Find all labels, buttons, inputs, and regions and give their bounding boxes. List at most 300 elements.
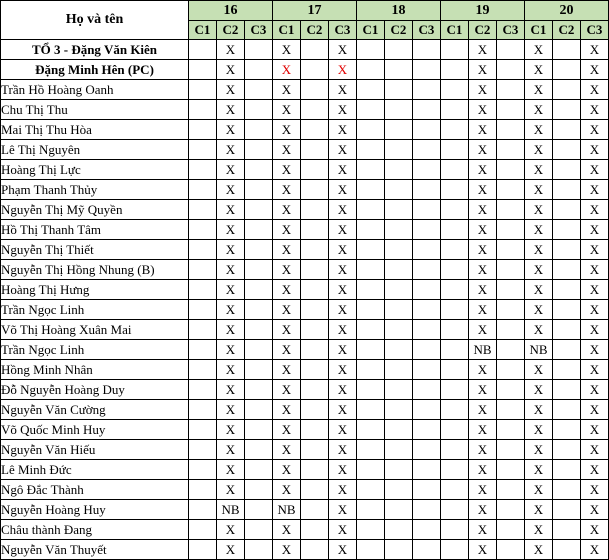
- shift-cell: [357, 240, 385, 260]
- shift-cell: [441, 280, 469, 300]
- shift-cell: X: [273, 260, 301, 280]
- shift-cell: X: [217, 440, 245, 460]
- shift-cell: X: [217, 320, 245, 340]
- shift-cell: [553, 180, 581, 200]
- shift-cell: X: [581, 180, 609, 200]
- shift-header: C2: [217, 21, 245, 40]
- shift-cell: [441, 200, 469, 220]
- shift-cell: [553, 220, 581, 240]
- shift-cell: [357, 40, 385, 60]
- shift-cell: [245, 360, 273, 380]
- shift-cell: X: [525, 300, 553, 320]
- shift-cell: [385, 520, 413, 540]
- shift-cell: [301, 520, 329, 540]
- table-row: [1, 280, 609, 300]
- shift-cell: [245, 500, 273, 520]
- shift-cell: [189, 380, 217, 400]
- shift-cell: X: [525, 60, 553, 80]
- shift-cell: [301, 340, 329, 360]
- person-name-cell: Nguyễn Thị Thiết: [1, 240, 189, 260]
- shift-cell: X: [581, 80, 609, 100]
- shift-cell: X: [217, 540, 245, 560]
- shift-cell: X: [273, 60, 301, 80]
- shift-cell: X: [217, 360, 245, 380]
- table-row: [1, 80, 609, 100]
- shift-cell: X: [525, 180, 553, 200]
- shift-cell: X: [329, 40, 357, 60]
- shift-cell: X: [329, 300, 357, 320]
- shift-cell: [413, 160, 441, 180]
- shift-cell: X: [273, 140, 301, 160]
- shift-header: C3: [329, 21, 357, 40]
- shift-cell: [553, 500, 581, 520]
- day-header: 20: [525, 1, 609, 21]
- shift-cell: [385, 320, 413, 340]
- shift-cell: [357, 100, 385, 120]
- shift-cell: [385, 380, 413, 400]
- shift-cell: [245, 300, 273, 320]
- shift-cell: [385, 500, 413, 520]
- shift-cell: [385, 540, 413, 560]
- shift-cell: [497, 40, 525, 60]
- shift-cell: [189, 340, 217, 360]
- shift-cell: [385, 220, 413, 240]
- shift-cell: X: [329, 420, 357, 440]
- shift-cell: X: [273, 120, 301, 140]
- shift-cell: [553, 300, 581, 320]
- shift-cell: X: [581, 120, 609, 140]
- shift-cell: X: [525, 440, 553, 460]
- table-body: [1, 40, 609, 560]
- shift-cell: X: [217, 140, 245, 160]
- shift-cell: X: [329, 160, 357, 180]
- shift-cell: X: [273, 540, 301, 560]
- shift-cell: X: [525, 220, 553, 240]
- shift-cell: [441, 120, 469, 140]
- shift-cell: X: [469, 200, 497, 220]
- person-name-cell: Châu thành Đang: [1, 520, 189, 540]
- shift-cell: [553, 420, 581, 440]
- shift-cell: [189, 440, 217, 460]
- table-row: [1, 180, 609, 200]
- shift-cell: [413, 500, 441, 520]
- shift-cell: [357, 440, 385, 460]
- shift-cell: [301, 440, 329, 460]
- day-header: 17: [273, 1, 357, 21]
- shift-cell: [413, 100, 441, 120]
- shift-cell: [189, 200, 217, 220]
- shift-cell: [553, 80, 581, 100]
- shift-cell: [385, 60, 413, 80]
- shift-cell: X: [273, 180, 301, 200]
- shift-cell: [357, 360, 385, 380]
- shift-cell: [357, 260, 385, 280]
- table-row: [1, 140, 609, 160]
- shift-cell: X: [581, 220, 609, 240]
- shift-cell: X: [581, 60, 609, 80]
- shift-cell: X: [469, 300, 497, 320]
- person-name-cell: Chu Thị Thu: [1, 100, 189, 120]
- shift-cell: X: [217, 180, 245, 200]
- shift-cell: [553, 540, 581, 560]
- shift-cell: [385, 120, 413, 140]
- shift-cell: X: [525, 120, 553, 140]
- shift-cell: [385, 280, 413, 300]
- shift-cell: X: [525, 420, 553, 440]
- shift-cell: [553, 320, 581, 340]
- shift-cell: X: [525, 140, 553, 160]
- shift-cell: [385, 160, 413, 180]
- shift-cell: X: [469, 380, 497, 400]
- shift-header: C2: [553, 21, 581, 40]
- shift-cell: X: [469, 40, 497, 60]
- shift-cell: [245, 280, 273, 300]
- shift-cell: [413, 460, 441, 480]
- shift-cell: [189, 260, 217, 280]
- shift-cell: [385, 240, 413, 260]
- shift-cell: [385, 480, 413, 500]
- shift-cell: X: [581, 300, 609, 320]
- shift-cell: [553, 120, 581, 140]
- shift-cell: X: [329, 60, 357, 80]
- shift-cell: X: [329, 280, 357, 300]
- day-header: 18: [357, 1, 441, 21]
- shift-cell: [357, 420, 385, 440]
- shift-cell: [301, 40, 329, 60]
- shift-cell: X: [525, 160, 553, 180]
- shift-cell: [413, 380, 441, 400]
- shift-cell: X: [469, 460, 497, 480]
- shift-cell: [497, 540, 525, 560]
- shift-cell: [301, 200, 329, 220]
- shift-cell: X: [329, 340, 357, 360]
- shift-cell: [413, 420, 441, 440]
- shift-header: C3: [413, 21, 441, 40]
- shift-header: C1: [525, 21, 553, 40]
- shift-cell: [413, 280, 441, 300]
- shift-cell: [553, 160, 581, 180]
- shift-cell: [441, 440, 469, 460]
- person-name-cell: Lê Thị Nguyên: [1, 140, 189, 160]
- shift-cell: [301, 140, 329, 160]
- shift-cell: [553, 240, 581, 260]
- shift-cell: [441, 420, 469, 440]
- shift-cell: [301, 260, 329, 280]
- shift-header: C1: [357, 21, 385, 40]
- shift-cell: [441, 260, 469, 280]
- shift-cell: [357, 480, 385, 500]
- shift-cell: X: [273, 240, 301, 260]
- shift-cell: X: [581, 200, 609, 220]
- shift-cell: [245, 400, 273, 420]
- shift-cell: [413, 200, 441, 220]
- shift-cell: [301, 480, 329, 500]
- shift-cell: X: [329, 480, 357, 500]
- shift-cell: [441, 480, 469, 500]
- shift-cell: [245, 240, 273, 260]
- shift-cell: X: [581, 400, 609, 420]
- shift-cell: [413, 320, 441, 340]
- shift-cell: [301, 460, 329, 480]
- shift-cell: [301, 320, 329, 340]
- shift-cell: X: [329, 200, 357, 220]
- shift-cell: [357, 320, 385, 340]
- shift-cell: [413, 40, 441, 60]
- shift-cell: X: [217, 60, 245, 80]
- shift-cell: [497, 520, 525, 540]
- shift-cell: [301, 240, 329, 260]
- shift-cell: [245, 440, 273, 460]
- shift-cell: [413, 60, 441, 80]
- shift-cell: [497, 440, 525, 460]
- shift-cell: [357, 380, 385, 400]
- shift-cell: [357, 400, 385, 420]
- shift-cell: [189, 320, 217, 340]
- shift-cell: [245, 80, 273, 100]
- shift-cell: [189, 460, 217, 480]
- shift-header: C2: [385, 21, 413, 40]
- shift-cell: X: [273, 280, 301, 300]
- shift-cell: X: [329, 120, 357, 140]
- shift-cell: [301, 380, 329, 400]
- shift-cell: X: [469, 420, 497, 440]
- person-name-cell: Ngô Đắc Thành: [1, 480, 189, 500]
- shift-cell: X: [329, 540, 357, 560]
- shift-cell: [413, 120, 441, 140]
- shift-cell: [357, 460, 385, 480]
- shift-cell: [553, 380, 581, 400]
- shift-cell: X: [525, 460, 553, 480]
- shift-cell: [441, 100, 469, 120]
- shift-cell: X: [273, 480, 301, 500]
- shift-cell: [245, 160, 273, 180]
- shift-cell: X: [581, 40, 609, 60]
- shift-cell: [245, 520, 273, 540]
- shift-cell: X: [329, 240, 357, 260]
- shift-cell: X: [469, 540, 497, 560]
- shift-cell: X: [581, 100, 609, 120]
- shift-cell: X: [581, 440, 609, 460]
- shift-cell: X: [329, 140, 357, 160]
- shift-cell: X: [581, 140, 609, 160]
- shift-cell: X: [217, 240, 245, 260]
- day-header-row: [1, 1, 609, 21]
- shift-cell: X: [217, 420, 245, 440]
- shift-cell: [441, 460, 469, 480]
- shift-cell: X: [273, 400, 301, 420]
- shift-cell: [553, 400, 581, 420]
- person-name-cell: Võ Quốc Minh Huy: [1, 420, 189, 440]
- shift-cell: X: [273, 220, 301, 240]
- shift-cell: [497, 260, 525, 280]
- shift-cell: [553, 40, 581, 60]
- shift-cell: [189, 500, 217, 520]
- shift-cell: X: [469, 260, 497, 280]
- shift-cell: [497, 480, 525, 500]
- shift-cell: [245, 260, 273, 280]
- shift-header: C3: [497, 21, 525, 40]
- shift-cell: X: [273, 420, 301, 440]
- table-row: [1, 120, 609, 140]
- shift-cell: X: [217, 520, 245, 540]
- shift-cell: X: [469, 140, 497, 160]
- shift-cell: X: [273, 160, 301, 180]
- shift-header: C2: [469, 21, 497, 40]
- shift-cell: [441, 520, 469, 540]
- shift-header: C1: [441, 21, 469, 40]
- shift-cell: X: [525, 320, 553, 340]
- person-name-cell: Trần Ngọc Linh: [1, 300, 189, 320]
- shift-cell: [497, 120, 525, 140]
- shift-cell: X: [469, 160, 497, 180]
- shift-cell: X: [581, 540, 609, 560]
- shift-cell: X: [217, 300, 245, 320]
- shift-cell: [189, 60, 217, 80]
- shift-cell: X: [217, 340, 245, 360]
- table-row: [1, 480, 609, 500]
- table-row: [1, 160, 609, 180]
- shift-cell: X: [581, 240, 609, 260]
- shift-cell: X: [469, 320, 497, 340]
- shift-cell: [385, 40, 413, 60]
- person-name-cell: TỔ 3 - Đặng Văn Kiên: [1, 40, 189, 60]
- shift-cell: [413, 240, 441, 260]
- shift-cell: [413, 440, 441, 460]
- shift-cell: [357, 300, 385, 320]
- shift-cell: X: [217, 120, 245, 140]
- shift-cell: X: [217, 480, 245, 500]
- shift-cell: X: [581, 340, 609, 360]
- table-row: [1, 240, 609, 260]
- name-column-header: Họ và tên: [1, 1, 189, 40]
- shift-cell: X: [273, 460, 301, 480]
- shift-cell: [301, 120, 329, 140]
- shift-cell: [441, 60, 469, 80]
- shift-cell: [413, 260, 441, 280]
- shift-cell: [497, 60, 525, 80]
- shift-cell: X: [581, 320, 609, 340]
- table-row: [1, 100, 609, 120]
- shift-cell: [245, 180, 273, 200]
- shift-cell: [413, 480, 441, 500]
- shift-cell: [497, 420, 525, 440]
- person-name-cell: Hoàng Thị Lực: [1, 160, 189, 180]
- person-name-cell: Nguyễn Thị Mỹ Quyền: [1, 200, 189, 220]
- shift-cell: [245, 60, 273, 80]
- person-name-cell: Phạm Thanh Thủy: [1, 180, 189, 200]
- table-row: [1, 260, 609, 280]
- shift-cell: [441, 380, 469, 400]
- shift-cell: X: [273, 100, 301, 120]
- shift-cell: X: [273, 40, 301, 60]
- table-row: [1, 60, 609, 80]
- shift-cell: [189, 160, 217, 180]
- shift-cell: [385, 420, 413, 440]
- shift-cell: [497, 140, 525, 160]
- table-row: [1, 500, 609, 520]
- person-name-cell: Trần Hồ Hoàng Oanh: [1, 80, 189, 100]
- shift-cell: [189, 120, 217, 140]
- shift-cell: [245, 380, 273, 400]
- shift-cell: X: [525, 240, 553, 260]
- shift-cell: X: [329, 360, 357, 380]
- shift-cell: [385, 100, 413, 120]
- person-name-cell: Nguyễn Thị Hồng Nhung (B): [1, 260, 189, 280]
- shift-cell: [497, 180, 525, 200]
- shift-cell: [357, 540, 385, 560]
- shift-cell: [245, 420, 273, 440]
- shift-cell: [497, 100, 525, 120]
- shift-cell: [357, 220, 385, 240]
- shift-cell: X: [329, 180, 357, 200]
- shift-cell: [301, 220, 329, 240]
- table-row: [1, 540, 609, 560]
- shift-cell: [553, 480, 581, 500]
- table-row: [1, 520, 609, 540]
- shift-cell: [357, 160, 385, 180]
- shift-cell: X: [469, 60, 497, 80]
- shift-cell: [385, 400, 413, 420]
- shift-cell: [497, 380, 525, 400]
- shift-cell: [189, 40, 217, 60]
- person-name-cell: Hồ Thị Thanh Tâm: [1, 220, 189, 240]
- shift-cell: [441, 220, 469, 240]
- shift-cell: [553, 520, 581, 540]
- shift-cell: X: [581, 260, 609, 280]
- shift-cell: X: [469, 240, 497, 260]
- shift-cell: X: [217, 220, 245, 240]
- shift-cell: X: [273, 380, 301, 400]
- shift-cell: [189, 80, 217, 100]
- shift-cell: [385, 80, 413, 100]
- shift-cell: [385, 300, 413, 320]
- shift-header: C1: [189, 21, 217, 40]
- person-name-cell: Đặng Minh Hên (PC): [1, 60, 189, 80]
- shift-cell: [553, 140, 581, 160]
- table-row: [1, 420, 609, 440]
- table-row: [1, 400, 609, 420]
- table-row: [1, 40, 609, 60]
- person-name-cell: Nguyễn Văn Cường: [1, 400, 189, 420]
- shift-cell: [413, 340, 441, 360]
- shift-cell: [357, 340, 385, 360]
- shift-cell: [553, 200, 581, 220]
- shift-cell: X: [469, 440, 497, 460]
- shift-cell: [357, 60, 385, 80]
- shift-cell: X: [525, 480, 553, 500]
- shift-cell: X: [217, 100, 245, 120]
- shift-cell: [189, 420, 217, 440]
- shift-cell: X: [329, 440, 357, 460]
- shift-cell: [441, 500, 469, 520]
- person-name-cell: Mai Thị Thu Hòa: [1, 120, 189, 140]
- shift-cell: [245, 220, 273, 240]
- shift-cell: [301, 300, 329, 320]
- shift-cell: [385, 180, 413, 200]
- shift-cell: [497, 460, 525, 480]
- shift-cell: [553, 280, 581, 300]
- shift-cell: X: [469, 120, 497, 140]
- shift-cell: [385, 340, 413, 360]
- shift-cell: [441, 300, 469, 320]
- shift-cell: [385, 140, 413, 160]
- shift-cell: [497, 160, 525, 180]
- shift-cell: [189, 400, 217, 420]
- shift-cell: [413, 140, 441, 160]
- person-name-cell: Lê Minh Đức: [1, 460, 189, 480]
- shift-cell: [385, 460, 413, 480]
- shift-cell: [357, 200, 385, 220]
